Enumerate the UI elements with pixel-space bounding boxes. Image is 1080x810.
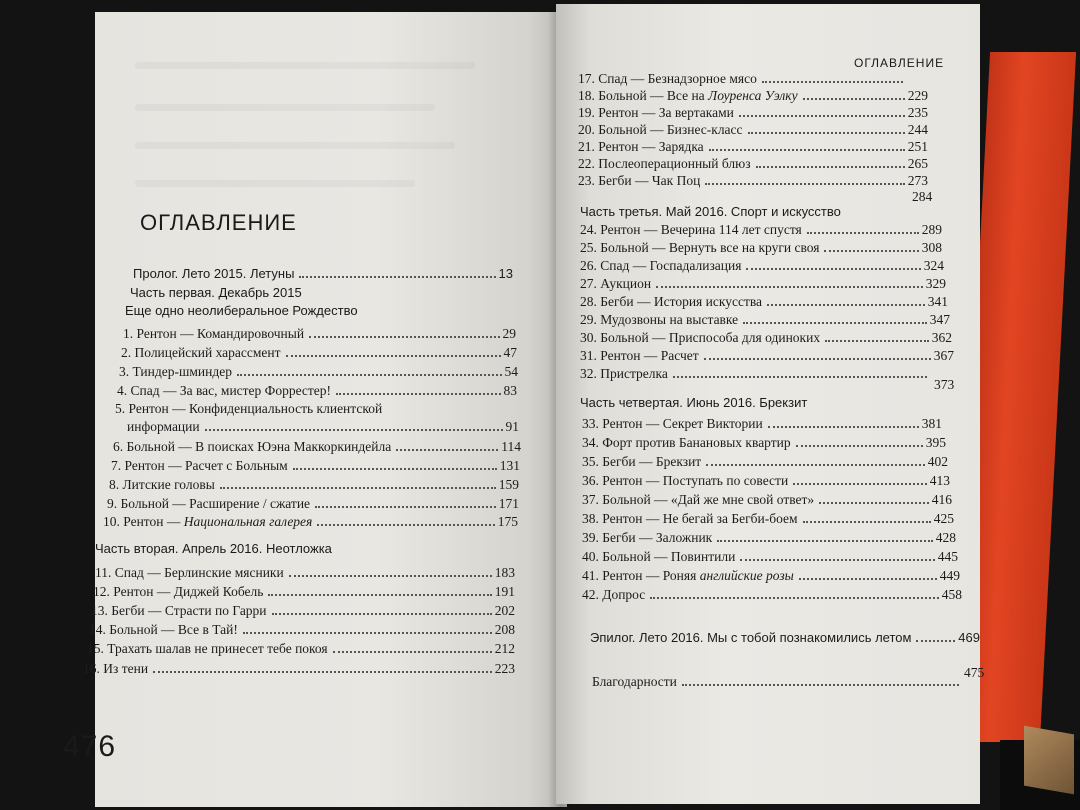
entry-title bbox=[578, 155, 751, 172]
entry-title-text: 30. Больной — Приспособа для одиноких bbox=[580, 330, 821, 345]
entry-page: 229 bbox=[907, 88, 928, 103]
leader-dots bbox=[673, 375, 927, 378]
entry-title-text: 31. Рентон — Расчет bbox=[580, 348, 699, 363]
toc-entry[interactable] bbox=[578, 104, 928, 121]
leader-dots bbox=[205, 428, 503, 431]
leader-dots bbox=[807, 231, 919, 234]
toc-entry[interactable] bbox=[580, 365, 930, 382]
entry-title bbox=[582, 472, 788, 489]
leader-dots bbox=[740, 558, 934, 561]
entry-page: 54 bbox=[504, 364, 518, 379]
entry-title-text: 34. Форт против Банановых квартир bbox=[582, 435, 791, 450]
entry-page: 223 bbox=[494, 661, 515, 676]
leader-dots bbox=[153, 670, 492, 673]
entry-title-text: 26. Спад — Госпадализация bbox=[580, 258, 742, 273]
stray-page-number: 475 bbox=[964, 665, 985, 680]
toc-entry[interactable] bbox=[103, 513, 518, 530]
entry-title-text: 38. Рентон — Не бегай за Бегби-боем bbox=[582, 511, 798, 526]
leader-dots bbox=[396, 448, 498, 451]
toc-entry[interactable] bbox=[109, 476, 519, 493]
leader-dots bbox=[796, 444, 923, 447]
entry-title bbox=[95, 564, 284, 581]
entry-title: Благодарности bbox=[592, 674, 677, 689]
entry-page: 47 bbox=[503, 345, 517, 360]
right-page bbox=[556, 4, 985, 804]
leader-dots bbox=[768, 425, 919, 428]
toc-entry[interactable] bbox=[580, 329, 952, 346]
entry-title-text: 33. Рентон — Секрет Виктории bbox=[582, 416, 763, 431]
toc-entry[interactable] bbox=[582, 586, 962, 603]
toc-entry[interactable] bbox=[119, 363, 518, 380]
entry-title-italic: английские розы bbox=[699, 568, 794, 583]
entry-title-text: 6. Больной — В поисках Юэна Маккоркиндейла bbox=[113, 439, 392, 454]
entry-title bbox=[582, 491, 814, 508]
entry-title-text: 20. Больной — Бизнес-класс bbox=[578, 122, 743, 137]
leader-dots bbox=[762, 80, 903, 83]
leader-dots bbox=[824, 249, 918, 252]
entry-page: 191 bbox=[494, 584, 515, 599]
leader-dots bbox=[767, 303, 925, 306]
entry-title-text: 42. Допрос bbox=[582, 587, 646, 602]
part-subtitle: Еще одно неолиберальное Рождество bbox=[125, 303, 358, 318]
entry-title-text: 13. Бегби — Страсти по Гарри bbox=[91, 603, 267, 618]
leader-dots bbox=[705, 182, 904, 185]
entry-title-text: 27. Аукцион bbox=[580, 276, 652, 291]
toc-entry[interactable] bbox=[582, 567, 960, 584]
toc-entry[interactable] bbox=[95, 564, 515, 581]
toc-entry[interactable] bbox=[117, 382, 517, 399]
entry-title-text: 32. Пристрелка bbox=[580, 366, 668, 381]
toc-entry[interactable] bbox=[89, 621, 515, 638]
entry-page: 381 bbox=[921, 416, 942, 431]
leader-dots bbox=[709, 148, 905, 151]
entry-title-text: 18. Больной — Все на bbox=[578, 88, 709, 103]
entry-title bbox=[580, 257, 741, 274]
entry-title-text: 1. Рентон — Командировочный bbox=[123, 326, 305, 341]
leader-dots bbox=[682, 683, 959, 686]
left-page bbox=[63, 12, 567, 807]
entry-title: Пролог. Лето 2015. Летуны bbox=[133, 266, 295, 281]
toc-entry[interactable] bbox=[123, 325, 516, 342]
entry-title bbox=[103, 513, 312, 530]
toc-heading: ОГЛАВЛЕНИЕ bbox=[140, 210, 297, 235]
toc-entry[interactable] bbox=[582, 510, 954, 527]
entry-title-text: 23. Бегби — Чак Поц bbox=[578, 173, 701, 188]
entry-title bbox=[578, 104, 734, 121]
entry-title-text: 41. Рентон — Роняя bbox=[582, 568, 700, 583]
entry-page: 458 bbox=[941, 587, 962, 602]
entry-page: 289 bbox=[921, 222, 942, 237]
entry-title bbox=[582, 586, 645, 603]
entry-page: 416 bbox=[931, 492, 952, 507]
toc-entry-prologue[interactable] bbox=[133, 265, 513, 282]
entry-title-text: 10. Рентон — bbox=[103, 514, 184, 529]
toc-entry[interactable] bbox=[93, 583, 515, 600]
toc-entry[interactable] bbox=[113, 438, 521, 455]
entry-title-text: 40. Больной — Повинтили bbox=[582, 549, 736, 564]
entry-page: 308 bbox=[921, 240, 942, 255]
entry-title bbox=[580, 239, 819, 256]
entry-page: 29 bbox=[502, 326, 516, 341]
entry-title-line1: 5. Рентон — Конфиденциальность клиентской bbox=[115, 401, 383, 416]
toc-entry[interactable] bbox=[578, 155, 928, 172]
leader-dots bbox=[717, 539, 933, 542]
toc-entry[interactable] bbox=[580, 221, 942, 238]
leader-dots bbox=[756, 165, 905, 168]
entry-page: 171 bbox=[498, 496, 519, 511]
part-title: Часть третья. Май 2016. Спорт и искусство bbox=[580, 204, 841, 219]
leader-dots bbox=[916, 639, 955, 642]
toc-entry[interactable] bbox=[578, 138, 928, 155]
toc-entry[interactable] bbox=[580, 257, 944, 274]
leader-dots bbox=[739, 114, 905, 117]
leader-dots bbox=[243, 631, 492, 634]
toc-entry[interactable] bbox=[121, 344, 517, 361]
entry-title-text: 14. Больной — Все в Тай! bbox=[89, 622, 238, 637]
entry-page: 83 bbox=[503, 383, 517, 398]
show-through-line bbox=[135, 104, 435, 111]
toc-entry[interactable] bbox=[87, 640, 515, 657]
entry-title-text: 21. Рентон — Зарядка bbox=[578, 139, 704, 154]
entry-title-text: 8. Литские головы bbox=[109, 477, 215, 492]
entry-title-text: 7. Рентон — Расчет с Больным bbox=[111, 458, 288, 473]
leader-dots bbox=[793, 482, 927, 485]
entry-page: 91 bbox=[505, 419, 519, 434]
entry-title bbox=[107, 495, 310, 512]
toc-entry[interactable] bbox=[580, 347, 954, 364]
entry-title bbox=[582, 567, 794, 584]
entry-title-text: 22. Послеоперационный блюз bbox=[578, 156, 751, 171]
entry-title-text: 3. Тиндер-шминдер bbox=[119, 364, 232, 379]
entry-page: 265 bbox=[907, 156, 928, 171]
entry-page: 212 bbox=[494, 641, 515, 656]
toc-entry[interactable] bbox=[582, 415, 942, 432]
entry-page: 329 bbox=[925, 276, 946, 291]
leader-dots bbox=[650, 596, 938, 599]
stray-page-number: 373 bbox=[934, 377, 955, 392]
entry-title bbox=[117, 382, 331, 399]
toc-entry[interactable] bbox=[582, 434, 946, 451]
entry-title-text: 15. Трахать шалав не принесет тебе покоя bbox=[87, 641, 328, 656]
toc-entry[interactable] bbox=[578, 70, 906, 87]
toc-entry[interactable] bbox=[580, 311, 950, 328]
toc-entry[interactable] bbox=[578, 87, 928, 104]
entry-page: 244 bbox=[907, 122, 928, 137]
toc-entry[interactable] bbox=[580, 275, 946, 292]
entry-title bbox=[582, 529, 712, 546]
entry-title-italic: Национальная галерея bbox=[183, 514, 313, 529]
running-head: ОГЛАВЛЕНИЕ bbox=[854, 56, 945, 70]
entry-title-italic: Лоуренса Уэлку bbox=[708, 88, 798, 103]
leader-dots bbox=[748, 131, 905, 134]
toc-entry[interactable] bbox=[582, 491, 952, 508]
leader-dots bbox=[237, 373, 502, 376]
entry-page: 445 bbox=[937, 549, 958, 564]
toc-entry[interactable] bbox=[580, 239, 942, 256]
entry-title-text: 28. Бегби — История искусства bbox=[580, 294, 763, 309]
entry-title bbox=[111, 457, 288, 474]
entry-page: 273 bbox=[907, 173, 928, 188]
leader-dots bbox=[309, 335, 499, 338]
entry-page: 208 bbox=[494, 622, 515, 637]
entry-page: 362 bbox=[931, 330, 952, 345]
wooden-block bbox=[1024, 726, 1074, 795]
entry-title bbox=[119, 363, 232, 380]
entry-title: Эпилог. Лето 2016. Мы с тобой познакомились летом bbox=[590, 630, 912, 645]
toc-entry[interactable] bbox=[578, 121, 928, 138]
entry-title bbox=[580, 293, 762, 310]
entry-title bbox=[123, 325, 304, 342]
entry-title bbox=[578, 121, 743, 138]
entry-title bbox=[578, 172, 700, 189]
entry-title bbox=[580, 329, 820, 346]
toc-entry[interactable] bbox=[582, 548, 958, 565]
entry-page: 413 bbox=[929, 473, 950, 488]
leader-dots bbox=[803, 97, 905, 100]
entry-page: 175 bbox=[497, 514, 518, 529]
toc-entry[interactable] bbox=[582, 529, 956, 546]
entry-page: 13 bbox=[498, 266, 513, 281]
entry-title bbox=[91, 602, 267, 619]
toc-entry[interactable] bbox=[578, 172, 928, 189]
entry-page: 367 bbox=[933, 348, 954, 363]
entry-page: 469 bbox=[958, 630, 980, 645]
leader-dots bbox=[286, 354, 501, 357]
leader-dots bbox=[706, 463, 925, 466]
entry-title bbox=[580, 311, 738, 328]
show-through-line bbox=[135, 62, 475, 69]
entry-title bbox=[580, 347, 699, 364]
leader-dots bbox=[315, 505, 496, 508]
toc-entry[interactable] bbox=[107, 495, 519, 512]
entry-title bbox=[582, 548, 735, 565]
entry-page: 159 bbox=[498, 477, 519, 492]
entry-title bbox=[580, 221, 802, 238]
entry-page: 235 bbox=[907, 105, 928, 120]
leader-dots bbox=[799, 577, 937, 580]
show-through-line bbox=[135, 142, 455, 149]
entry-page: 183 bbox=[494, 565, 515, 580]
entry-title bbox=[582, 434, 791, 451]
entry-page: 324 bbox=[923, 258, 944, 273]
entry-title-text: 39. Бегби — Заложник bbox=[582, 530, 713, 545]
toc-entry[interactable] bbox=[111, 457, 520, 474]
entry-title-text: 17. Спад — Безнадзорное мясо bbox=[578, 71, 757, 86]
leader-dots bbox=[268, 593, 491, 596]
entry-title-text: 24. Рентон — Вечерина 114 лет спустя bbox=[580, 222, 802, 237]
entry-page: 449 bbox=[939, 568, 960, 583]
leader-dots bbox=[299, 275, 495, 278]
leader-dots bbox=[220, 486, 496, 489]
leader-dots bbox=[825, 339, 929, 342]
entry-title bbox=[109, 476, 215, 493]
entry-title-text: 35. Бегби — Брекзит bbox=[582, 454, 702, 469]
entry-page: 428 bbox=[935, 530, 956, 545]
entry-title bbox=[113, 438, 391, 455]
leader-dots bbox=[656, 285, 923, 288]
part-title: Часть первая. Декабрь 2015 bbox=[130, 285, 302, 300]
entry-title bbox=[578, 87, 798, 104]
entry-title bbox=[580, 275, 651, 292]
entry-page: 131 bbox=[499, 458, 520, 473]
entry-page: 251 bbox=[907, 139, 928, 154]
leader-dots bbox=[704, 357, 931, 360]
part-title: Часть четвертая. Июнь 2016. Брекзит bbox=[580, 395, 808, 410]
entry-title bbox=[89, 621, 238, 638]
entry-title-text: 16. Из тени bbox=[83, 661, 149, 676]
leader-dots bbox=[272, 612, 492, 615]
entry-title-text: 36. Рентон — Поступать по совести bbox=[582, 473, 789, 488]
entry-title bbox=[578, 70, 757, 87]
entry-title-line2: информации bbox=[127, 419, 200, 434]
toc-entry[interactable] bbox=[582, 472, 950, 489]
entry-title-text: 9. Больной — Расширение / сжатие bbox=[107, 496, 311, 511]
entry-page: 425 bbox=[933, 511, 954, 526]
leader-dots bbox=[333, 650, 492, 653]
toc-entry[interactable] bbox=[83, 660, 515, 677]
part-title: Часть вторая. Апрель 2016. Неотложка bbox=[95, 541, 332, 556]
entry-title bbox=[582, 415, 763, 432]
leader-dots bbox=[746, 267, 920, 270]
entry-title bbox=[582, 510, 798, 527]
entry-page: 395 bbox=[925, 435, 946, 450]
entry-title bbox=[93, 583, 263, 600]
entry-title-text: 19. Рентон — За вертаками bbox=[578, 105, 734, 120]
leader-dots bbox=[336, 392, 500, 395]
entry-page: 347 bbox=[929, 312, 950, 327]
entry-page: 402 bbox=[927, 454, 948, 469]
toc-entry-acknowledgements[interactable] bbox=[592, 673, 962, 690]
leader-dots bbox=[289, 574, 492, 577]
entry-page: 202 bbox=[494, 603, 515, 618]
entry-page: 341 bbox=[927, 294, 948, 309]
entry-title-text: 12. Рентон — Диджей Кобель bbox=[93, 584, 264, 599]
entry-title bbox=[83, 660, 148, 677]
entry-title bbox=[578, 138, 704, 155]
entry-title bbox=[87, 640, 328, 657]
entry-title-text: 25. Больной — Вернуть все на круги своя bbox=[580, 240, 820, 255]
entry-title-text: 29. Мудозвоны на выставке bbox=[580, 312, 739, 327]
toc-entry[interactable] bbox=[580, 293, 948, 310]
entry-title bbox=[580, 365, 668, 382]
entry-title-text: 4. Спад — За вас, мистер Форрестер! bbox=[117, 383, 332, 398]
toc-entry[interactable] bbox=[127, 418, 519, 435]
entry-title bbox=[121, 344, 281, 361]
toc-entry[interactable] bbox=[91, 602, 515, 619]
entry-title bbox=[582, 453, 701, 470]
page-number: 476 bbox=[63, 730, 117, 763]
toc-entry-epilogue[interactable] bbox=[590, 629, 980, 646]
stray-page-number: 284 bbox=[912, 189, 933, 204]
entry-title-text: 11. Спад — Берлинские мясники bbox=[95, 565, 284, 580]
entry-title-text: 2. Полицейский харассмент bbox=[121, 345, 281, 360]
entry-page: 114 bbox=[501, 439, 521, 454]
leader-dots bbox=[293, 467, 497, 470]
show-through-line bbox=[135, 180, 415, 187]
toc-entry[interactable] bbox=[582, 453, 948, 470]
entry-title-text: 37. Больной — «Дай же мне свой ответ» bbox=[582, 492, 815, 507]
leader-dots bbox=[819, 501, 929, 504]
leader-dots bbox=[803, 520, 931, 523]
leader-dots bbox=[743, 321, 927, 324]
leader-dots bbox=[317, 523, 494, 526]
